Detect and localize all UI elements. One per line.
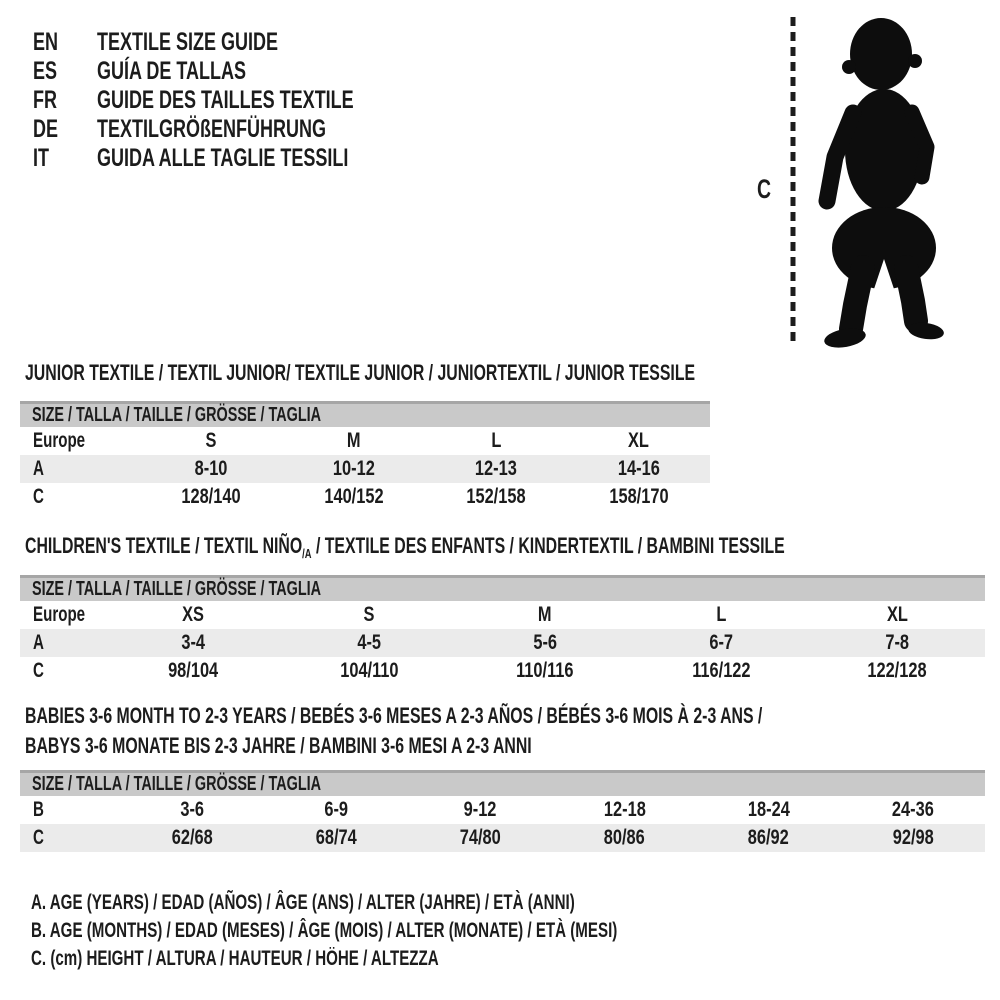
language-title: TEXTILE SIZE GUIDE bbox=[97, 28, 279, 56]
language-row bbox=[33, 28, 454, 57]
cell-value: 104/110 bbox=[339, 659, 399, 682]
table-row bbox=[20, 657, 985, 685]
cell-value: 80/86 bbox=[604, 826, 646, 849]
language-code: DE bbox=[33, 115, 59, 143]
language-title: GUÍA DE TALLAS bbox=[97, 57, 246, 85]
cell-value: 74/80 bbox=[459, 826, 501, 849]
footnote-c: C. (cm) HEIGHT / ALTURA / HAUTEUR / HÖHE / ALTEZZA bbox=[31, 947, 439, 970]
table-row bbox=[20, 601, 985, 629]
cell-value: 7-8 bbox=[885, 631, 909, 654]
cell-value: 110/116 bbox=[516, 659, 574, 682]
cell-value: 86/92 bbox=[748, 826, 790, 849]
language-title: GUIDE DES TAILLES TEXTILE bbox=[97, 86, 354, 114]
row-label: Europe bbox=[33, 429, 86, 452]
footnote-a: A. AGE (YEARS) / EDAD (AÑOS) / ÂGE (ANS) / ALTER (JAHRE) / ETÀ (ANNI) bbox=[31, 891, 575, 914]
size-header-label: SIZE / TALLA / TAILLE / GRÖSSE / TAGLIA bbox=[32, 578, 322, 600]
table-row bbox=[20, 629, 985, 657]
cell-value: 10-12 bbox=[332, 457, 375, 480]
cell-value: 12-18 bbox=[603, 798, 646, 821]
babies-size-table bbox=[20, 770, 985, 852]
language-title: GUIDA ALLE TAGLIE TESSILI bbox=[97, 144, 349, 172]
language-code: FR bbox=[33, 86, 57, 114]
cell-value: S bbox=[205, 429, 217, 452]
cell-value: 116/122 bbox=[691, 659, 751, 682]
children-size-table bbox=[20, 575, 985, 685]
cell-value: L bbox=[491, 429, 502, 452]
row-label: C bbox=[33, 659, 44, 682]
cell-value: 128/140 bbox=[181, 485, 241, 508]
cell-value: 3-4 bbox=[181, 631, 205, 654]
language-row bbox=[33, 86, 454, 115]
cell-value: 4-5 bbox=[357, 631, 381, 654]
size-header-bar bbox=[20, 770, 985, 796]
footnotes bbox=[31, 891, 845, 975]
cell-value: 14-16 bbox=[617, 457, 660, 480]
footnote-b: B. AGE (MONTHS) / EDAD (MESES) / ÂGE (MOIS) / ALTER (MONATE) / ETÀ (MESI) bbox=[31, 919, 618, 942]
cell-value: 12-13 bbox=[475, 457, 518, 480]
cell-value: 68/74 bbox=[315, 826, 357, 849]
row-label: C bbox=[33, 826, 44, 849]
cell-value: 8-10 bbox=[194, 457, 228, 480]
cell-value: M bbox=[346, 429, 361, 452]
babies-table-title-line2: BABYS 3-6 MONATE BIS 2-3 JAHRE / BAMBINI 3-6 MESI A 2-3 ANNI bbox=[25, 733, 532, 758]
cell-value: 152/158 bbox=[466, 485, 526, 508]
size-header-label: SIZE / TALLA / TAILLE / GRÖSSE / TAGLIA bbox=[32, 773, 322, 795]
table-row bbox=[20, 483, 710, 511]
junior-size-table bbox=[20, 401, 710, 511]
language-row bbox=[33, 144, 454, 173]
cell-value: 62/68 bbox=[171, 826, 213, 849]
height-measure-label: C bbox=[757, 174, 772, 204]
language-list bbox=[33, 28, 454, 173]
row-label: Europe bbox=[33, 603, 86, 626]
cell-value: 9-12 bbox=[464, 798, 497, 821]
language-title: TEXTILGRÖßENFÜHRUNG bbox=[97, 115, 326, 143]
table-row bbox=[20, 824, 985, 852]
baby-silhouette bbox=[785, 5, 960, 350]
language-row bbox=[33, 57, 454, 86]
language-code: EN bbox=[33, 28, 59, 56]
cell-value: XL bbox=[886, 603, 908, 626]
size-header-bar bbox=[20, 401, 710, 427]
children-table-title: CHILDREN'S TEXTILE / TEXTIL $NIÑO_{/A}$ / TEXTILE DES ENFANTS / KINDERTEXTIL / BAMBINI TESSILE bbox=[25, 533, 785, 561]
cell-value: 24-36 bbox=[891, 798, 934, 821]
table-row bbox=[20, 455, 710, 483]
cell-value: 5-6 bbox=[533, 631, 557, 654]
language-code: ES bbox=[33, 57, 58, 85]
size-header-label: SIZE / TALLA / TAILLE / GRÖSSE / TAGLIA bbox=[32, 404, 322, 426]
nino-a-subscript: /A bbox=[302, 546, 312, 561]
cell-value: L bbox=[715, 603, 726, 626]
cell-value: M bbox=[538, 603, 552, 626]
cell-value: 6-7 bbox=[709, 631, 733, 654]
junior-table-title: JUNIOR TEXTILE / TEXTIL JUNIOR/ TEXTILE JUNIOR / JUNIORTEXTIL / JUNIOR TESSILE bbox=[25, 360, 696, 385]
cell-value: XS bbox=[182, 603, 204, 626]
cell-value: 6-9 bbox=[324, 798, 349, 821]
table-row bbox=[20, 427, 710, 455]
row-label: B bbox=[33, 798, 44, 821]
cell-value: 140/152 bbox=[324, 485, 384, 508]
language-row bbox=[33, 115, 454, 144]
language-code: IT bbox=[33, 144, 49, 172]
cell-value: 98/104 bbox=[167, 659, 219, 682]
table-row bbox=[20, 796, 985, 824]
cell-value: 158/170 bbox=[609, 485, 669, 508]
row-label: A bbox=[33, 457, 44, 480]
row-label: C bbox=[33, 485, 44, 508]
cell-value: 122/128 bbox=[867, 659, 927, 682]
cell-value: 3-6 bbox=[180, 798, 204, 821]
cell-value: XL bbox=[628, 429, 650, 452]
cell-value: S bbox=[363, 603, 375, 626]
size-header-bar bbox=[20, 575, 985, 601]
babies-table-title-line1: BABIES 3-6 MONTH TO 2-3 YEARS / BEBÉS 3-6 MESES A 2-3 AÑOS / BÉBÉS 3-6 MOIS À 2-3 ANS / bbox=[25, 703, 763, 728]
row-label: A bbox=[33, 631, 44, 654]
cell-value: 18-24 bbox=[747, 798, 790, 821]
cell-value: 92/98 bbox=[892, 826, 934, 849]
